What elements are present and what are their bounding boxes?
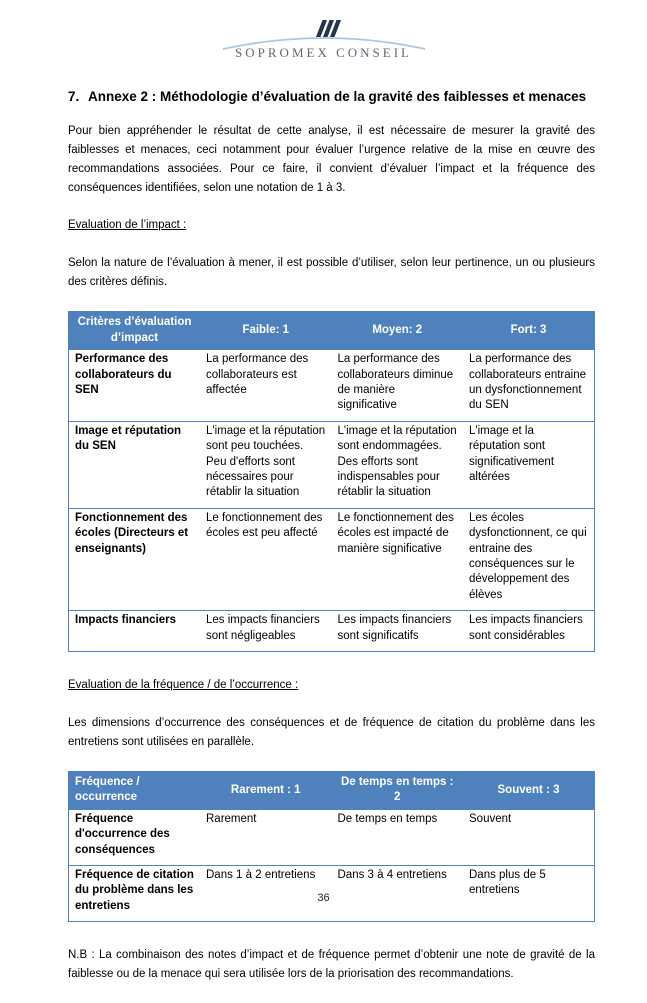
table-cell: L'image et la réputation sont endommagées. Des efforts sont indispensables pour rétablir la situation (332, 421, 464, 508)
table-cell: Dans plus de 5 entretiens (463, 866, 595, 922)
frequency-table-header-label: Fréquence / occurrence (69, 772, 201, 810)
impact-table-header-fort: Fort: 3 (463, 312, 595, 350)
table-cell: Image et réputation du SEN (69, 421, 201, 508)
table-cell: Fréquence d'occurrence des conséquences (69, 809, 201, 865)
table-cell: La performance des collaborateurs entraine un dysfonctionnement du SEN (463, 350, 595, 422)
table-cell: Fonctionnement des écoles (Directeurs et enseignants) (69, 508, 201, 610)
table-cell: Dans 1 à 2 entretiens (200, 866, 332, 922)
impact-table (68, 311, 595, 652)
table-cell: Les écoles dysfonctionnent, ce qui entraine des conséquences sur le développement des élèves (463, 508, 595, 610)
page-content (68, 86, 595, 1003)
impact-table-header-faible: Faible: 1 (200, 312, 332, 350)
table-cell: Performance des collaborateurs du SEN (69, 350, 201, 422)
frequency-table-header-row (69, 772, 595, 810)
page-title (68, 86, 595, 108)
table-cell: De temps en temps (332, 809, 464, 865)
logo (0, 16, 647, 61)
frequency-table-header-detemps: De temps en temps : 2 (332, 772, 464, 810)
table-row (69, 611, 595, 652)
section-heading-impact: Evaluation de l’impact : (68, 219, 187, 232)
paragraph-intro: Pour bien appréhender le résultat de cette analyse, il est nécessaire de mesurer la gravité des faiblesses et menaces, ceci notamment pour évaluer l’urgence relative de la mise en œuvre des recommandations associées. Pour ce faire, il convient d’évaluer l’impact et la fréquence des conséquences identifiées, selon une notation de 1 à 3. (68, 124, 595, 194)
table-cell: Les impacts financiers sont considérables (463, 611, 595, 652)
table-row (69, 350, 595, 422)
table-cell: L'image et la réputation sont peu touchées. Peu d'efforts sont nécessaires pour rétablir la situation (200, 421, 332, 508)
impact-table-header-moyen: Moyen: 2 (332, 312, 464, 350)
impact-table-header-criteria: Critères d’évaluation d’impact (69, 312, 201, 350)
frequency-table-header-rarement: Rarement : 1 (200, 772, 332, 810)
table-cell: Dans 3 à 4 entretiens (332, 866, 464, 922)
paragraph-nb: N.B : La combinaison des notes d’impact et de fréquence permet d’obtenir une note de gravité de la faiblesse ou de la menace qui sera utilisée lors de la priorisation des recommandations. (68, 949, 595, 981)
table-cell: Fréquence de citation du problème dans les entretiens (69, 866, 201, 922)
table-cell: Impacts financiers (69, 611, 201, 652)
logo-text: SOPROMEX CONSEIL (235, 45, 412, 60)
table-row (69, 421, 595, 508)
paragraph-impact-intro: Selon la nature de l’évaluation à mener, il est possible d’utiliser, selon leur pertinence, un ou plusieurs des critères définis. (68, 257, 595, 289)
table-cell: Les impacts financiers sont négligeables (200, 611, 332, 652)
frequency-table-header-souvent: Souvent : 3 (463, 772, 595, 810)
table-cell: La performance des collaborateurs diminue de manière significative (332, 350, 464, 422)
table-cell: La performance des collaborateurs est affectée (200, 350, 332, 422)
page-number: 36 (317, 892, 330, 904)
table-cell: Les impacts financiers sont significatifs (332, 611, 464, 652)
table-cell: Le fonctionnement des écoles est impacté de manière significative (332, 508, 464, 610)
impact-table-header-row (69, 312, 595, 350)
table-cell: Le fonctionnement des écoles est peu affecté (200, 508, 332, 610)
paragraph-frequency-intro: Les dimensions d’occurrence des conséquences et de fréquence de citation du problème dans les entretiens sont utilisées en parallèle. (68, 717, 595, 749)
table-cell: Rarement (200, 809, 332, 865)
table-row (69, 508, 595, 610)
heading-text: Annexe 2 : Méthodologie d’évaluation de la gravité des faiblesses et menaces (88, 89, 587, 104)
heading-number: 7. (68, 89, 80, 104)
table-cell: L'image et la réputation sont significativement altérées (463, 421, 595, 508)
table-row (69, 809, 595, 865)
table-cell: Souvent (463, 809, 595, 865)
section-heading-frequency: Evaluation de la fréquence / de l’occurrence : (68, 679, 299, 692)
